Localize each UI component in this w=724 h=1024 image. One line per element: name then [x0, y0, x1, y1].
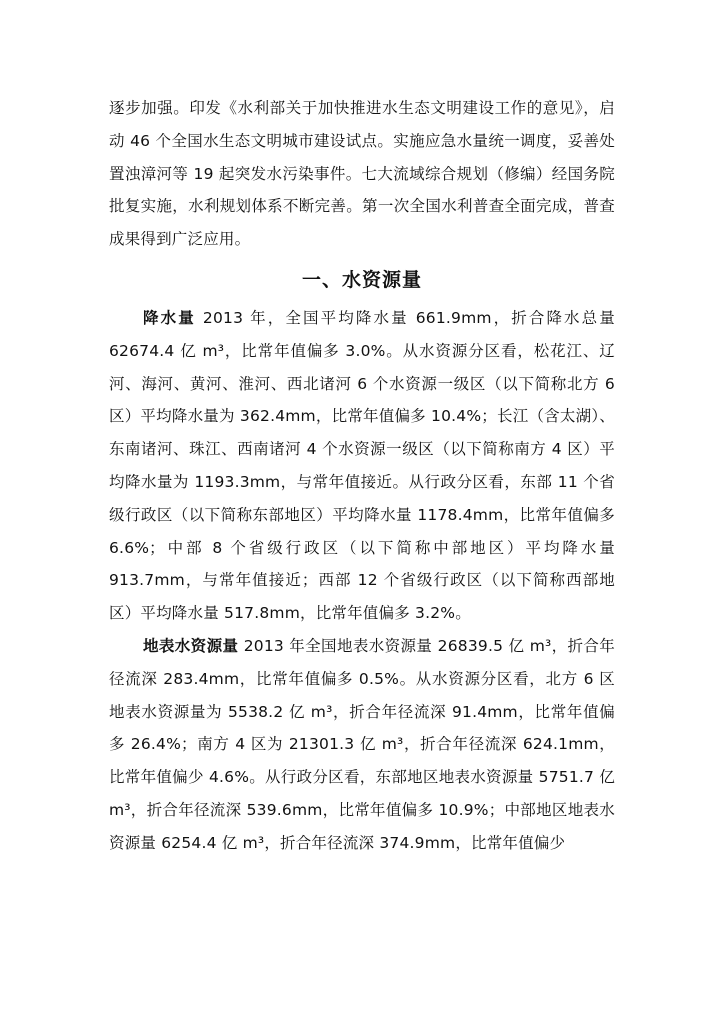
section-heading: 一、水资源量 — [301, 268, 422, 291]
intro-paragraph — [109, 92, 615, 256]
surface-water-keyword: 地表水资源量 — [143, 636, 239, 655]
surface-water-text: 2013 年全国地表水资源量 26839.5 亿 m³，折合年径流深 283.4mm，比常年值偏多 0.5%。从水资源分区看，北方 6 区地表水资源量为 5538.2 亿 m³，折合年径流深 91.4mm，比常年值偏多 26.4%；南方 4 区为 21301.3 亿 m³，折合年径流深 624.1mm，比常年值偏少 4.6%。从行政分区看，东部地区地表水资源量 5751.7 亿 m³，折合年径流深 539.6mm，比常年值偏多 10.9%；中部地区地表水资源量 6254.4 亿 m³，折合年径流深 374.9mm，比常年值偏少 — [109, 636, 615, 852]
surface-water-paragraph — [109, 630, 615, 860]
intro-text: 逐步加强。印发《水利部关于加快推进水生态文明建设工作的意见》，启动 46 个全国水生态文明城市建设试点。实施应急水量统一调度，妥善处置浊漳河等 19 起突发水污染事件。七大流域综合规划（修编）经国务院批复实施，水利规划体系不断完善。第一次全国水利普查全面完成，普查成果得到广泛应用。 — [109, 99, 615, 249]
precipitation-text: 2013 年，全国平均降水量 661.9mm，折合降水总量 62674.4 亿 m³，比常年值偏多 3.0%。从水资源分区看，松花江、辽河、海河、黄河、淮河、西北诸河 6 个水资源一级区（以下简称北方 6 区）平均降水量为 362.4mm，比常年值偏多 10.4%；长江（含太湖）、东南诸河、珠江、西南诸河 4 个水资源一级区（以下简称南方 4 区）平均降水量为 1193.3mm，与常年值接近。从行政分区看，东部 11 个省级行政区（以下简称东部地区）平均降水量 1178.4mm，比常年值偏多 6.6%；中部 8 个省级行政区（以下简称中部地区）平均降水量 913.7mm，与常年值接近；西部 12 个省级行政区（以下简称西部地区）平均降水量 517.8mm，比常年值偏多 3.2%。 — [109, 308, 615, 623]
precipitation-paragraph — [109, 302, 615, 630]
precipitation-keyword: 降水量 — [143, 308, 196, 327]
document-page — [109, 92, 615, 860]
